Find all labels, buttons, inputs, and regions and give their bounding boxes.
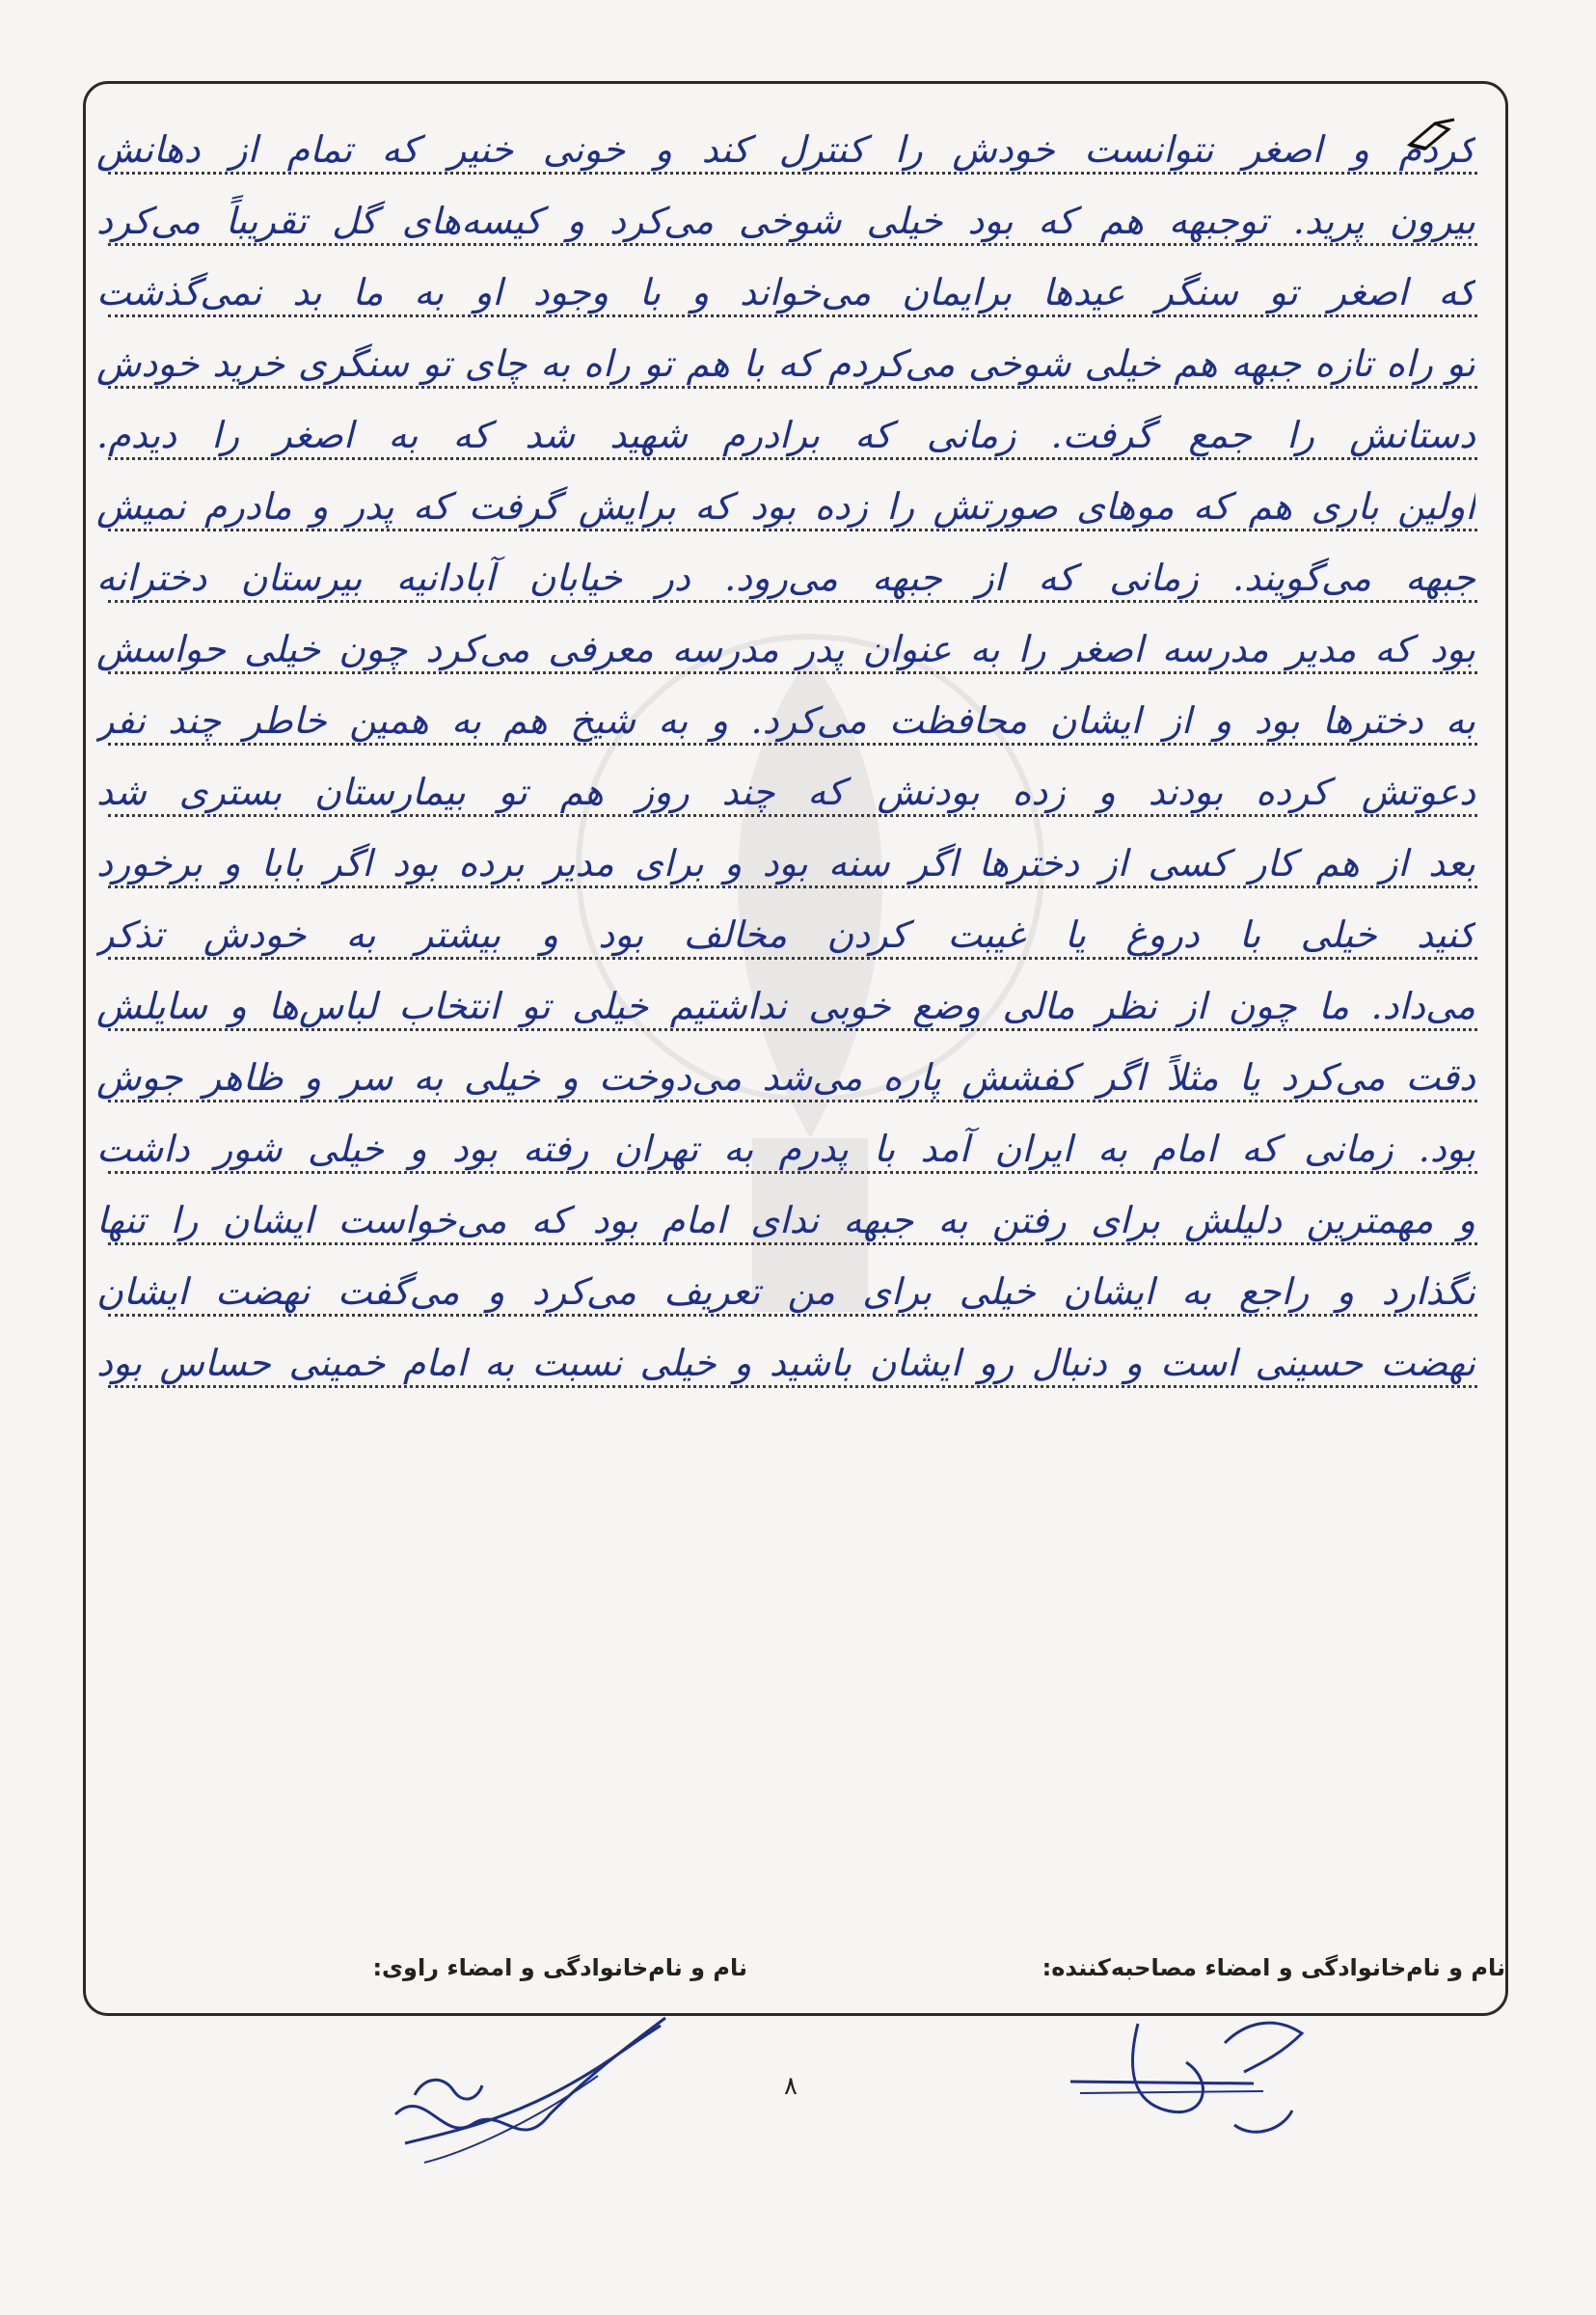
- handwritten-line: به دخترها بود و از ایشان محافظت می‌کرد. و به شیخ هم به همین خاطر چند نفر: [96, 699, 1475, 742]
- handwritten-line: نگذارد و راجع به ایشان خیلی برای من تعریف می‌کرد و می‌گفت نهضت ایشان: [96, 1270, 1475, 1313]
- handwritten-line: دعوتش کرده بودند و زده بودنش که چند روز هم تو بیمارستان بستری شد: [96, 771, 1475, 813]
- narrator-signature-label: نام و نام‌خانوادگی و امضاء راوی:: [372, 1954, 747, 1981]
- handwritten-line: بود. زمانی که امام به ایران آمد با پدرم به تهران رفته بود و خیلی شور داشت: [96, 1128, 1475, 1170]
- handwritten-line: بعد از هم کار کسی از دخترها اگر سنه بود و برای مدیر برده بود اگر بابا و برخورد: [96, 842, 1475, 885]
- handwritten-line: کنید خیلی با دروغ یا غیبت کردن مخالف بود و بیشتر به خودش تذکر: [96, 913, 1475, 956]
- handwritten-line: تو راه تازه جبهه هم خیلی شوخی می‌کردم که با هم تو راه به چای تو سنگری خرید خودش: [96, 342, 1475, 385]
- handwritten-line: می‌داد. ما چون از نظر مالی وضع خوبی نداشتیم خیلی تو انتخاب لباس‌ها و سایلش: [96, 985, 1475, 1027]
- handwritten-line: بود که مدیر مدرسه اصغر را به عنوان پدر مدرسه معرفی می‌کرد چون خیلی حواسش: [96, 628, 1475, 670]
- narrator-signature: [386, 2008, 675, 2172]
- handwritten-line: اولین باری هم که موهای صورتش را زده بود که برایش گرفت که پدر و مادرم نمیش: [96, 485, 1475, 528]
- handwritten-line: که اصغر تو سنگر عیدها برایمان می‌خواند و با وجود او به ما بد نمی‌گذشت: [96, 271, 1475, 313]
- handwritten-line: بیرون پرید. توجبهه هم که بود خیلی شوخی می‌کرد و کیسه‌های گل تقریباً می‌کرد: [96, 200, 1475, 242]
- interviewer-signature-label: نام و نام‌خانوادگی و امضاء مصاحبه‌کننده:: [1041, 1954, 1505, 1981]
- handwritten-line: کردم و اصغر نتوانست خودش را کنترل کند و خونی خنیر که تمام از دهانش: [96, 128, 1475, 171]
- handwritten-line: و مهمترین دلیلش برای رفتن به جبهه ندای امام بود که می‌خواست ایشان را تنها: [96, 1199, 1475, 1241]
- handwritten-line: دستانش را جمع گرفت. زمانی که برادرم شهید شد که به اصغر را دیدم.: [96, 414, 1475, 456]
- page-number: ۸: [784, 2072, 798, 2101]
- handwritten-line: دقت می‌کرد یا مثلاً اگر کفشش پاره می‌شد می‌دوخت و خیلی به سر و ظاهر جوش: [96, 1056, 1475, 1099]
- handwritten-line: نهضت حسینی است و دنبال رو ایشان باشید و خیلی نسبت به امام خمینی حساس بود: [96, 1342, 1475, 1384]
- handwritten-line: جبهه می‌گویند. زمانی که از جبهه می‌رود. در خیابان آبادانیه بیرستان دخترانه: [96, 557, 1475, 599]
- interviewer-signature: [1061, 2004, 1369, 2149]
